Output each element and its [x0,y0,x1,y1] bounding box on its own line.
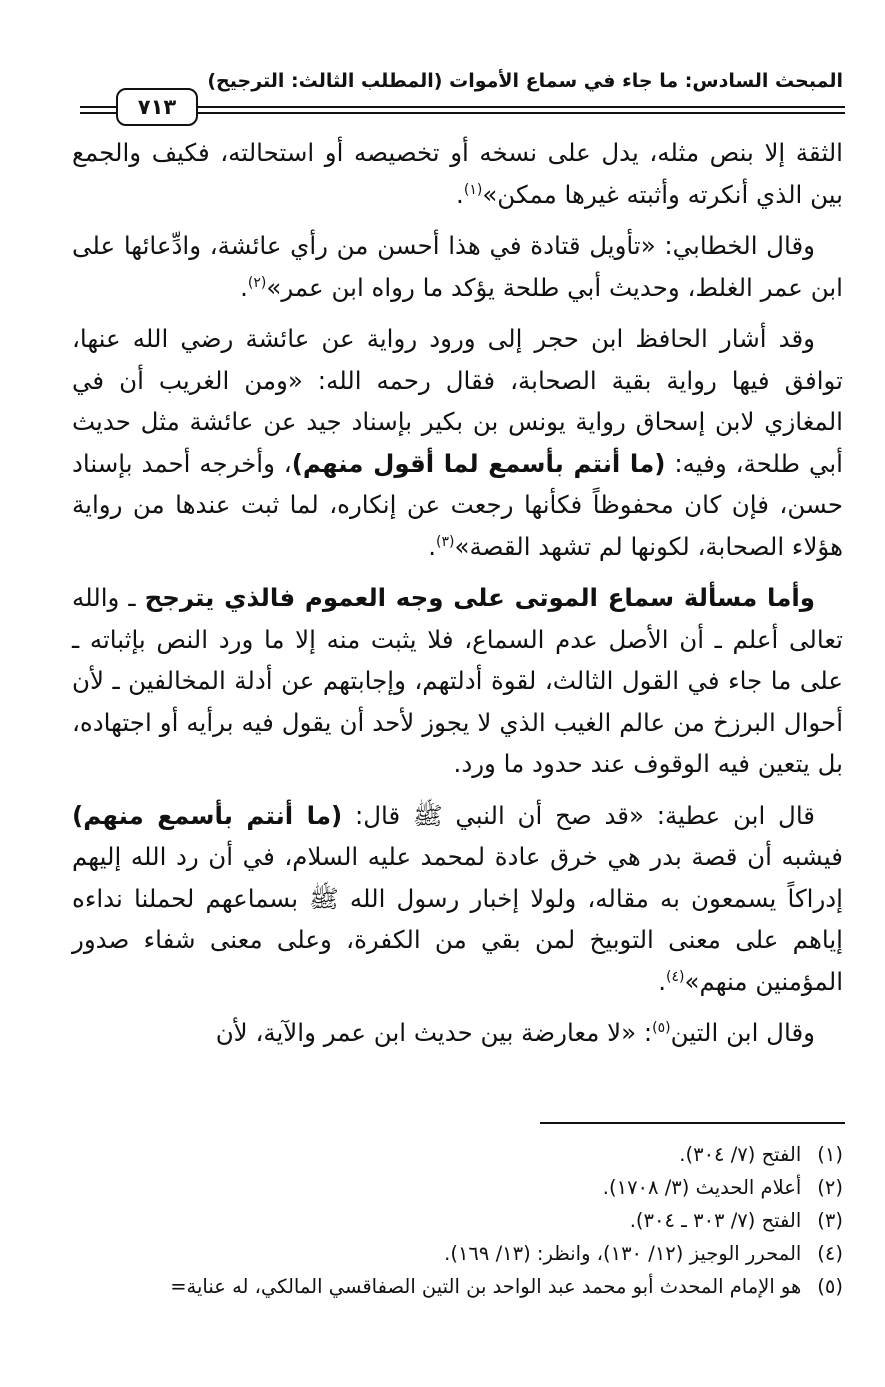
footnote-number: (١) [817,1143,843,1166]
footnote-number: (٤) [817,1242,843,1265]
footnote-ref: (٣) [436,533,455,550]
paragraph-text: وقال الخطابي: «تأويل قتادة في هذا أحسن من رأي عائشة، وادِّعائها على ابن عمر الغلط، وحديث أبي طلحة يؤكد ما رواه ابن عمر» [72,231,843,302]
quoted-hadith: (ما أنتم بأسمع منهم) [72,800,343,830]
footnote-number: (٥) [817,1275,843,1298]
footnote [60,1270,843,1303]
footnote-number: (٢) [817,1176,843,1199]
footnote-text: الفتح (٧/ ٣٠٣ ـ ٣٠٤). [629,1209,802,1232]
main-text [72,132,843,1064]
footnote [60,1237,843,1270]
footnotes [60,1138,843,1303]
footnote [60,1138,843,1171]
paragraph-text: ـ والله تعالى أعلم ـ أن الأصل عدم السماع، فلا يثبت منه إلا ما ورد النص بإثباته ـ على ما جاء في القول الثالث، لقوة أدلتهم، وإجابتهم عن أدلة المخالفين ـ لأن أحوال البرزخ من عالم الغيب الذي لا يجوز لأحد أن يقول فيه برأيه أو اجتهاده، بل يتعين فيه الوقوف عند حدود ما ورد. [72,583,843,778]
footnote-ref: (٢) [247,274,267,291]
page-number: ٧١٣ [116,88,198,126]
footnote-text: المحرر الوجيز (١٢/ ١٣٠)، وانظر: (١٣/ ١٦٩). [444,1242,802,1265]
paragraph [72,577,843,785]
footnote-ref: (١) [463,181,483,198]
paragraph-text: وقد أشار الحافظ ابن حجر إلى ورود رواية عن عائشة رضي الله عنها، توافق فيها رواية بقية الصحابة، فقال رحمه الله: «ومن الغريب أن في المغازي لابن إسحاق رواية يونس بن بكير بإسناد جيد عن عائشة مثل حديث أبي طلحة، وفيه: [72,324,843,478]
paragraph [72,1012,843,1054]
bold-lead: وأما مسألة سماع الموتى على وجه العموم فالذي يترجح [144,583,816,612]
paragraph [72,225,843,308]
paragraph [72,795,843,1003]
paragraph-text: قال ابن عطية: «قد صح أن النبي ﷺ قال: [342,800,815,830]
footnote-text: أعلام الحديث (٣/ ١٧٠٨). [602,1176,802,1199]
paragraph-end: . [456,179,464,209]
footnote-ref: (٤) [665,968,685,985]
footnote-ref: (٥) [652,1019,671,1036]
paragraph-end: . [428,531,436,561]
quoted-hadith: (ما أنتم بأسمع لما أقول منهم) [291,448,666,478]
footnote [60,1171,843,1204]
running-header-title: المبحث السادس: ما جاء في سماع الأموات (المطلب الثالث: الترجيح) [207,70,843,92]
paragraph-text: : «لا معارضة بين حديث ابن عمر والآية، لأن [215,1018,653,1047]
paragraph-text: وقال ابن التين [670,1018,815,1047]
paragraph-end: . [240,272,248,302]
paragraph-text: الثقة إلا بنص مثله، يدل على نسخه أو تخصيصه أو استحالته، فكيف والجمع بين الذي أنكرته وأثبته غيرها ممكن» [72,138,843,209]
footnote [60,1204,843,1237]
paragraph [72,132,843,215]
paragraph-text: فيشبه أن قصة بدر هي خرق عادة لمحمد عليه السلام، في أن رد الله إليهم إدراكاً يسمعون به مقاله، ولولا إخبار رسول الله ﷺ بسماعهم لحملنا نداءه إياهم على معنى التوبيخ لمن بقي من الكفرة، وعلى معنى شفاء صدور المؤمنين منهم» [72,842,843,996]
footnote-text: الفتح (٧/ ٣٠٤). [679,1143,802,1166]
paragraph-text: ، وأخرجه أحمد بإسناد حسن، فإن كان محفوظاً فكأنها رجعت عن إنكاره، لما ثبت عندها من رواية هؤلاء الصحابة، لكونها لم تشهد القصة» [72,448,843,561]
paragraph-end: . [658,966,666,996]
footnote-number: (٣) [817,1209,843,1232]
footnote-text: هو الإمام المحدث أبو محمد عبد الواحد بن التين الصفاقسي المالكي، له عناية= [170,1275,802,1298]
footnote-separator [540,1122,845,1124]
paragraph [72,318,843,567]
